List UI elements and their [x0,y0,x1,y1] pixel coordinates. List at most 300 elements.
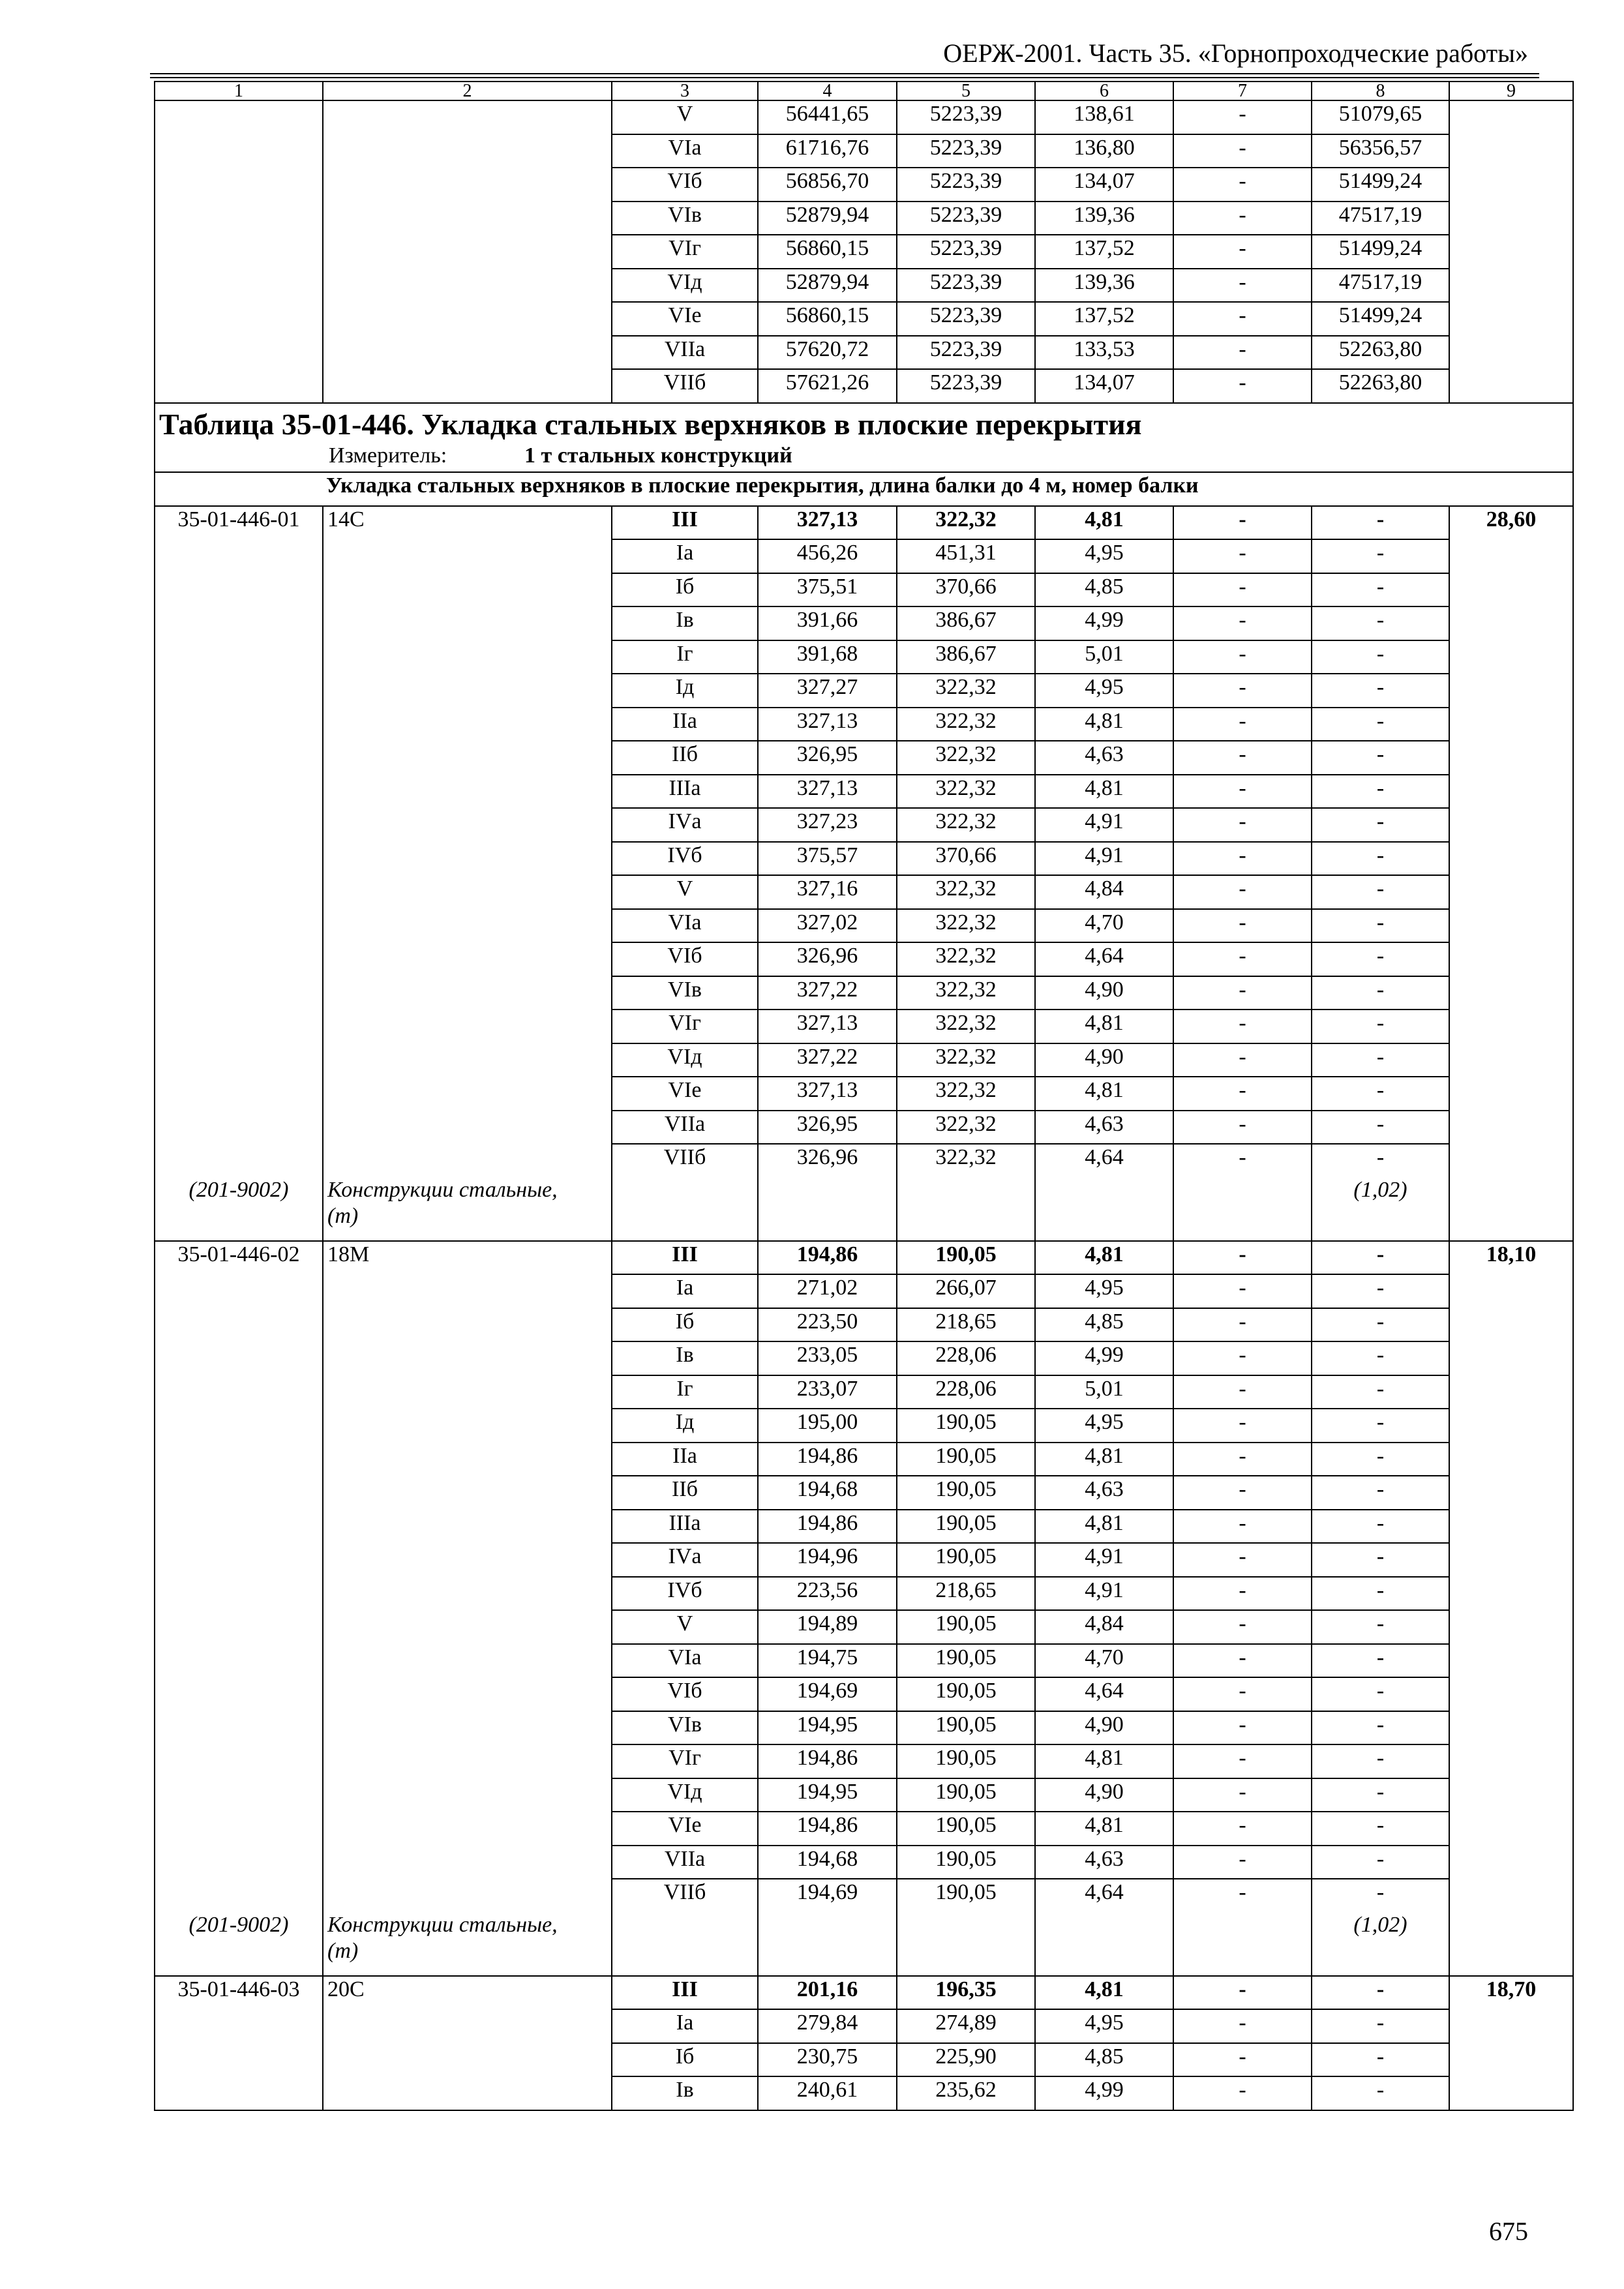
table-cell: - [1173,168,1312,202]
value-cell: 322,32 [897,909,1035,943]
value-cell: - [1173,741,1312,775]
resource-unit: (т) [327,1204,359,1229]
empty-cell [897,1912,1035,1976]
value-cell: 194,86 [758,1812,897,1846]
value-cell: 233,07 [758,1375,897,1409]
table-cell: - [1173,202,1312,235]
value-cell: 4,81 [1035,1241,1173,1275]
value-cell: 4,95 [1035,2009,1173,2043]
table-cell: 61716,76 [758,134,897,168]
resource-code: (201-9002) [155,1912,323,1976]
value-cell: 194,75 [758,1644,897,1678]
value-cell: 327,23 [758,808,897,842]
value-cell: 274,89 [897,2009,1035,2043]
value-cell: 194,95 [758,1711,897,1745]
value-cell: 451,31 [897,539,1035,573]
value-cell: - [1173,775,1312,809]
table-cell: 5223,39 [897,134,1035,168]
value-cell: 4,81 [1035,775,1173,809]
table-cell: - [1173,302,1312,336]
table-cell: VIа [612,134,758,168]
column-number-row [155,82,1573,100]
value-cell: 225,90 [897,2043,1035,2077]
table-title-cell [155,403,1573,472]
table-cell: - [1173,134,1312,168]
value-cell: 194,68 [758,1846,897,1879]
zone-code: III [612,506,758,540]
column-number: 3 [612,82,758,100]
value-cell: 4,64 [1035,1677,1173,1711]
value-cell: 327,22 [758,976,897,1010]
empty-cell [155,100,323,403]
value-cell: 194,68 [758,1476,897,1510]
zone-code: Iг [612,1375,758,1409]
resource-name: Конструкции стальные, [327,1177,558,1202]
table-cell: 5223,39 [897,269,1035,303]
table-cell: 52263,80 [1312,336,1449,370]
value-cell: - [1173,1879,1312,1912]
zone-code: V [612,875,758,909]
empty-cell [758,1177,897,1241]
value-cell: - [1312,1543,1449,1577]
table-cell: 47517,19 [1312,202,1449,235]
value-cell: - [1173,1711,1312,1745]
value-cell: 190,05 [897,1476,1035,1510]
value-cell: 4,90 [1035,1778,1173,1812]
value-cell: 327,22 [758,1043,897,1077]
beam-number: 14С [323,506,612,1177]
zone-code: IVа [612,808,758,842]
value-cell: 327,02 [758,909,897,943]
zone-code: Iг [612,640,758,674]
value-cell: 218,65 [897,1577,1035,1611]
value-cell: 322,32 [897,976,1035,1010]
resource-value: (1,02) [1312,1912,1449,1976]
value-cell: - [1173,942,1312,976]
value-cell: - [1312,674,1449,708]
empty-cell [323,100,612,403]
value-cell: 4,85 [1035,1308,1173,1342]
value-cell: - [1312,808,1449,842]
value-cell: 327,13 [758,775,897,809]
value-cell: 194,86 [758,1241,897,1275]
table-cell: - [1173,336,1312,370]
table-cell: 57621,26 [758,369,897,403]
value-cell: 327,13 [758,506,897,540]
value-cell: 228,06 [897,1375,1035,1409]
value-cell: - [1312,640,1449,674]
value-cell: - [1173,1476,1312,1510]
empty-cell [612,1912,758,1976]
value-cell: 322,32 [897,808,1035,842]
table-cell: VIб [612,168,758,202]
zone-code: Iв [612,1341,758,1375]
value-cell: 4,81 [1035,708,1173,741]
table-cell: 52879,94 [758,202,897,235]
zone-code: VIв [612,1711,758,1745]
table-cell: VIг [612,235,758,269]
value-cell: 322,32 [897,1111,1035,1144]
value-cell: 201,16 [758,1976,897,2010]
value-cell: 322,32 [897,1010,1035,1043]
zone-code: VIд [612,1778,758,1812]
value-cell: - [1173,1846,1312,1879]
empty-cell [758,1912,897,1976]
table-cell: 5223,39 [897,100,1035,134]
value-cell: - [1312,1812,1449,1846]
resource-name: Конструкции стальные, [327,1912,558,1937]
table-cell: 56860,15 [758,235,897,269]
zone-code: VIб [612,1677,758,1711]
value-cell: - [1173,1744,1312,1778]
value-cell: 266,07 [897,1274,1035,1308]
total-cell: 18,10 [1449,1241,1573,1976]
value-cell: - [1173,1375,1312,1409]
value-cell: 391,66 [758,606,897,640]
value-cell: 190,05 [897,1443,1035,1476]
value-cell: - [1312,976,1449,1010]
value-cell: - [1173,1077,1312,1111]
table-row [155,100,1573,134]
value-cell: 386,67 [897,640,1035,674]
value-cell: - [1173,2009,1312,2043]
subheading: Укладка стальных верхняков в плоские перекрытия, длина балки до 4 м, номер балки [155,472,1573,506]
table-cell: VIIа [612,336,758,370]
value-cell: 4,85 [1035,573,1173,607]
value-cell: 327,16 [758,875,897,909]
value-cell: 4,63 [1035,1111,1173,1144]
value-cell: 327,13 [758,1077,897,1111]
column-number: 1 [155,82,323,100]
value-cell: - [1173,1610,1312,1644]
column-number: 5 [897,82,1035,100]
table-cell: 5223,39 [897,336,1035,370]
table-cell: - [1173,269,1312,303]
value-cell: - [1312,1274,1449,1308]
value-cell: - [1173,674,1312,708]
value-cell: 4,63 [1035,741,1173,775]
header-rule [150,73,1539,74]
zone-code: VIг [612,1744,758,1778]
value-cell: 322,32 [897,506,1035,540]
rate-code: 35-01-446-03 [155,1976,323,2110]
value-cell: - [1312,1010,1449,1043]
zone-code: VIд [612,1043,758,1077]
resource-name-cell [323,1912,612,1976]
value-cell: 194,95 [758,1778,897,1812]
value-cell: - [1173,976,1312,1010]
value-cell: - [1312,909,1449,943]
value-cell: 322,32 [897,775,1035,809]
table-cell: 52879,94 [758,269,897,303]
value-cell: - [1173,1812,1312,1846]
rate-code: 35-01-446-02 [155,1241,323,1912]
value-cell: - [1173,1341,1312,1375]
table-cell: 137,52 [1035,302,1173,336]
zone-code: Iб [612,1308,758,1342]
total-cell: 18,70 [1449,1976,1573,2110]
value-cell: 4,81 [1035,1077,1173,1111]
value-cell: - [1312,708,1449,741]
value-cell: - [1173,1443,1312,1476]
zone-code: Iд [612,1409,758,1443]
table-cell: 134,07 [1035,168,1173,202]
table-cell: 138,61 [1035,100,1173,134]
zone-code: VIе [612,1077,758,1111]
resource-code: (201-9002) [155,1177,323,1241]
table-cell: - [1173,100,1312,134]
table-cell: - [1173,235,1312,269]
value-cell: 322,32 [897,741,1035,775]
value-cell: 190,05 [897,1677,1035,1711]
value-cell: 326,95 [758,1111,897,1144]
empty-cell [612,1177,758,1241]
value-cell: 322,32 [897,708,1035,741]
value-cell: 190,05 [897,1711,1035,1745]
value-cell: - [1173,1409,1312,1443]
value-cell: - [1312,1778,1449,1812]
zone-code: VIIб [612,1144,758,1177]
value-cell: 235,62 [897,2076,1035,2110]
value-cell: 4,99 [1035,2076,1173,2110]
value-cell: 322,32 [897,1144,1035,1177]
value-cell: - [1312,1308,1449,1342]
value-cell: 4,95 [1035,674,1173,708]
value-cell: - [1173,909,1312,943]
value-cell: 4,84 [1035,875,1173,909]
value-cell: 4,90 [1035,1043,1173,1077]
value-cell: - [1312,1677,1449,1711]
value-cell: 223,56 [758,1577,897,1611]
value-cell: 223,50 [758,1308,897,1342]
zone-code: Iа [612,1274,758,1308]
value-cell: - [1312,842,1449,876]
zone-code: IIб [612,741,758,775]
table-cell: 139,36 [1035,202,1173,235]
beam-number: 20С [323,1976,612,2110]
value-cell: 4,81 [1035,1744,1173,1778]
value-cell: 4,70 [1035,909,1173,943]
value-cell: 4,99 [1035,1341,1173,1375]
table-cell: VIе [612,302,758,336]
value-cell: 326,96 [758,1144,897,1177]
value-cell: 190,05 [897,1510,1035,1544]
empty-cell [1173,1177,1312,1241]
value-cell: 5,01 [1035,640,1173,674]
table-row [155,1241,1573,1275]
zone-code: Iб [612,2043,758,2077]
value-cell: - [1173,640,1312,674]
value-cell: 190,05 [897,1846,1035,1879]
value-cell: - [1173,1241,1312,1275]
value-cell: - [1312,875,1449,909]
value-cell: 322,32 [897,942,1035,976]
value-cell: 327,27 [758,674,897,708]
zone-code: Iд [612,674,758,708]
zone-code: III [612,1241,758,1275]
value-cell: - [1173,808,1312,842]
value-cell: - [1173,1778,1312,1812]
value-cell: 4,91 [1035,1577,1173,1611]
value-cell: 4,81 [1035,1812,1173,1846]
value-cell: 375,57 [758,842,897,876]
value-cell: 230,75 [758,2043,897,2077]
value-cell: 4,95 [1035,539,1173,573]
table-title: Таблица 35-01-446. Укладка стальных верхняков в плоские перекрытия [159,407,1142,441]
value-cell: - [1312,1846,1449,1879]
zone-code: IIIа [612,775,758,809]
zone-code: Iа [612,539,758,573]
empty-cell [1035,1177,1173,1241]
value-cell: 190,05 [897,1744,1035,1778]
value-cell: - [1173,1144,1312,1177]
value-cell: 326,96 [758,942,897,976]
zone-code: VIа [612,1644,758,1678]
value-cell: 190,05 [897,1610,1035,1644]
table-row [155,1976,1573,2010]
value-cell: - [1312,741,1449,775]
meter-value: 1 т стальных конструкций [524,443,792,468]
value-cell: - [1312,1341,1449,1375]
value-cell: 4,64 [1035,1144,1173,1177]
table-cell: 137,52 [1035,235,1173,269]
subheading-row [155,472,1573,506]
value-cell: 4,95 [1035,1409,1173,1443]
column-number: 7 [1173,82,1312,100]
value-cell: 190,05 [897,1879,1035,1912]
table-cell: 5223,39 [897,369,1035,403]
value-cell: 322,32 [897,674,1035,708]
column-number: 8 [1312,82,1449,100]
value-cell: 4,95 [1035,1274,1173,1308]
value-cell: 4,63 [1035,1476,1173,1510]
value-cell: 194,86 [758,1744,897,1778]
value-cell: - [1312,2076,1449,2110]
value-cell: 322,32 [897,875,1035,909]
value-cell: 326,95 [758,741,897,775]
zone-code: IIа [612,708,758,741]
running-header: ОЕРЖ-2001. Часть 35. «Горнопроходческие работы» [943,38,1528,68]
value-cell: - [1173,708,1312,741]
value-cell: - [1312,539,1449,573]
table-cell: 5223,39 [897,302,1035,336]
value-cell: - [1312,1409,1449,1443]
zone-code: IIа [612,1443,758,1476]
value-cell: 322,32 [897,1077,1035,1111]
value-cell: - [1173,573,1312,607]
value-cell: 194,86 [758,1510,897,1544]
value-cell: 4,90 [1035,1711,1173,1745]
value-cell: - [1312,1111,1449,1144]
zone-code: IVб [612,842,758,876]
resource-row [155,1912,1573,1976]
value-cell: - [1312,942,1449,976]
zone-code: V [612,1610,758,1644]
value-cell: 4,84 [1035,1610,1173,1644]
empty-cell [1173,1912,1312,1976]
value-cell: 375,51 [758,573,897,607]
value-cell: 4,70 [1035,1644,1173,1678]
zone-code: IIIа [612,1510,758,1544]
zone-code: IVа [612,1543,758,1577]
table-cell: 51499,24 [1312,168,1449,202]
table-cell: V [612,100,758,134]
table-title-row [155,403,1573,472]
table-cell: 56441,65 [758,100,897,134]
value-cell: 370,66 [897,842,1035,876]
value-cell: 190,05 [897,1409,1035,1443]
value-cell: - [1173,1677,1312,1711]
value-cell: 4,91 [1035,842,1173,876]
value-cell: 195,00 [758,1409,897,1443]
value-cell: 228,06 [897,1341,1035,1375]
value-cell: - [1312,1879,1449,1912]
value-cell: 4,64 [1035,942,1173,976]
value-cell: - [1173,1543,1312,1577]
value-cell: - [1312,1144,1449,1177]
value-cell: - [1312,2043,1449,2077]
zone-code: VIб [612,942,758,976]
zone-code: Iа [612,2009,758,2043]
table-cell: 5223,39 [897,202,1035,235]
resource-name-cell [323,1177,612,1241]
table-cell: - [1173,369,1312,403]
value-cell: 4,64 [1035,1879,1173,1912]
table-cell: 56856,70 [758,168,897,202]
value-cell: - [1173,875,1312,909]
zone-code: Iб [612,573,758,607]
value-cell: 386,67 [897,606,1035,640]
value-cell: 233,05 [758,1341,897,1375]
value-cell: - [1173,1274,1312,1308]
value-cell: 327,13 [758,1010,897,1043]
table-cell: 136,80 [1035,134,1173,168]
column-number: 2 [323,82,612,100]
meter-label: Измеритель: [329,443,447,468]
value-cell: - [1173,2043,1312,2077]
table-cell: 5223,39 [897,235,1035,269]
beam-number: 18М [323,1241,612,1912]
value-cell: 190,05 [897,1778,1035,1812]
value-cell: - [1173,1510,1312,1544]
value-cell: 322,32 [897,1043,1035,1077]
table-cell: 51499,24 [1312,302,1449,336]
value-cell: 456,26 [758,539,897,573]
table-cell: 47517,19 [1312,269,1449,303]
resource-unit: (т) [327,1939,359,1964]
value-cell: - [1173,2076,1312,2110]
value-cell: 190,05 [897,1543,1035,1577]
value-cell: 194,89 [758,1610,897,1644]
value-cell: - [1173,842,1312,876]
resource-value: (1,02) [1312,1177,1449,1241]
value-cell: 370,66 [897,573,1035,607]
header-rule [150,77,1539,78]
value-cell: - [1312,1375,1449,1409]
value-cell: - [1312,606,1449,640]
value-cell: - [1312,1577,1449,1611]
zone-code: VIв [612,976,758,1010]
table-cell: VIд [612,269,758,303]
zone-code: VIIа [612,1111,758,1144]
table-row [155,506,1573,540]
column-number: 6 [1035,82,1173,100]
value-cell: - [1312,1241,1449,1275]
value-cell: 4,63 [1035,1846,1173,1879]
value-cell: - [1173,1976,1312,2010]
value-cell: 279,84 [758,2009,897,2043]
table-cell: 51079,65 [1312,100,1449,134]
